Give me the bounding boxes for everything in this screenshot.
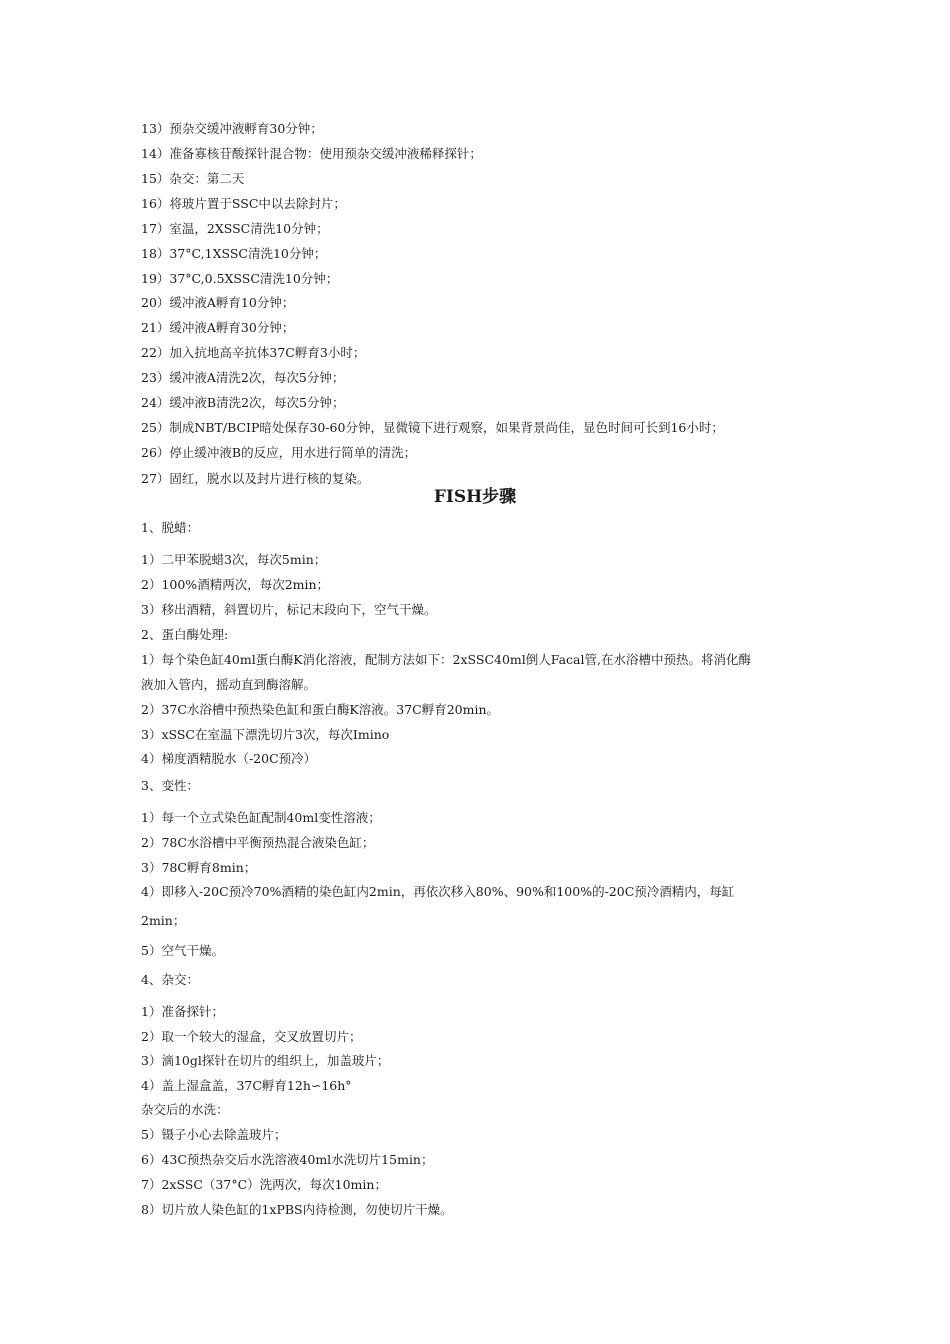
step-line: 2）100%酒精两次，每次2min； — [141, 577, 330, 592]
step-line: 液加入管内，摇动直到酶溶解。 — [141, 677, 317, 692]
step-line: 2）取一个较大的湿盒，交叉放置切片； — [141, 1029, 362, 1044]
step-line: 27）固红，脱水以及封片进行核的复染。 — [141, 471, 370, 486]
section-heading: 4、杂交： — [141, 972, 199, 987]
step-line: 19）37°C,0.5XSSC清洗10分钟； — [141, 271, 339, 286]
section-heading: 2、蛋白酶处理: — [141, 627, 229, 642]
section-heading: 3、变性： — [141, 778, 199, 793]
step-line: 2）37C水浴槽中预热染色缸和蛋白酶K溶液。37C孵育20min。 — [141, 702, 500, 717]
section-title: FISH步骤 — [433, 487, 517, 507]
step-line: 3）78C孵育8min； — [141, 860, 257, 875]
step-line: 13）预杂交缓冲液孵育30分钟； — [141, 121, 323, 136]
step-line: 5）镊子小心去除盖玻片； — [141, 1127, 287, 1142]
step-line: 4）盖上湿盒盖，37C孵育12h∽16h° — [141, 1078, 352, 1093]
step-line: 18）37°C,1XSSC清洗10分钟； — [141, 246, 327, 261]
step-line: 1）每个染色缸40ml蛋白酶K消化溶液，配制方法如下：2xSSC40ml倒人Facal管,在水浴槽中预热。将消化酶 — [141, 652, 751, 667]
step-line: 2min； — [141, 913, 186, 928]
step-line: 22）加入抗地高辛抗体37C孵育3小时； — [141, 345, 366, 360]
step-line: 17）室温，2XSSC清洗10分钟； — [141, 221, 329, 236]
section-heading: 1、脱蜡： — [141, 520, 199, 535]
step-line: 21）缓冲液A孵育30分钟； — [141, 320, 295, 335]
step-line: 3）xSSC在室温下漂洗切片3次，每次Imino — [141, 727, 390, 742]
step-line: 4）梯度酒精脱水（-20C预冷） — [141, 751, 317, 766]
step-line: 1）每一个立式染色缸配制40ml变性溶液； — [141, 810, 381, 825]
step-line: 1）准备探针； — [141, 1004, 224, 1019]
step-line: 2）78C水浴槽中平衡预热混合液染色缸； — [141, 835, 375, 850]
step-line: 20）缓冲液A孵育10分钟； — [141, 295, 295, 310]
step-line: 26）停止缓冲液B的反应，用水进行简单的清洗； — [141, 445, 417, 460]
sub-heading: 杂交后的水洗： — [141, 1102, 229, 1117]
step-line: 24）缓冲液B清洗2次，每次5分钟； — [141, 395, 345, 410]
step-line: 14）准备寡核苷酸探针混合物：使用预杂交缓冲液稀释探针； — [141, 146, 482, 161]
step-line: 3）移出酒精，斜置切片，标记末段向下，空气干燥。 — [141, 602, 437, 617]
step-line: 23）缓冲液A清洗2次，每次5分钟； — [141, 370, 345, 385]
step-line: 4）即移入-20C预冷70%酒精的染色缸内2min，再依次移入80%、90%和100%的-20C预冷酒精内，每缸 — [141, 884, 735, 899]
step-line: 8）切片放人染色缸的1xPBS内待检测，勿使切片干燥。 — [141, 1202, 453, 1217]
step-line: 16）将玻片置于SSC中以去除封片； — [141, 196, 346, 211]
step-line: 6）43C预热杂交后水洗溶液40ml水洗切片15min； — [141, 1152, 434, 1167]
step-line: 25）制成NBT/BCIP暗处保存30-60分钟，显微镜下进行观察，如果背景尚佳，显色时间可长到16小时； — [141, 420, 724, 435]
step-line: 5）空气干燥。 — [141, 943, 224, 958]
step-line: 7）2xSSC（37°C）洗两次，每次10min； — [141, 1177, 387, 1192]
step-line: 3）滴10gl探针在切片的组织上，加盖玻片； — [141, 1053, 390, 1068]
step-line: 15）杂交：第二天 — [141, 171, 245, 186]
step-line: 1）二甲苯脱蜡3次，每次5min； — [141, 552, 327, 567]
